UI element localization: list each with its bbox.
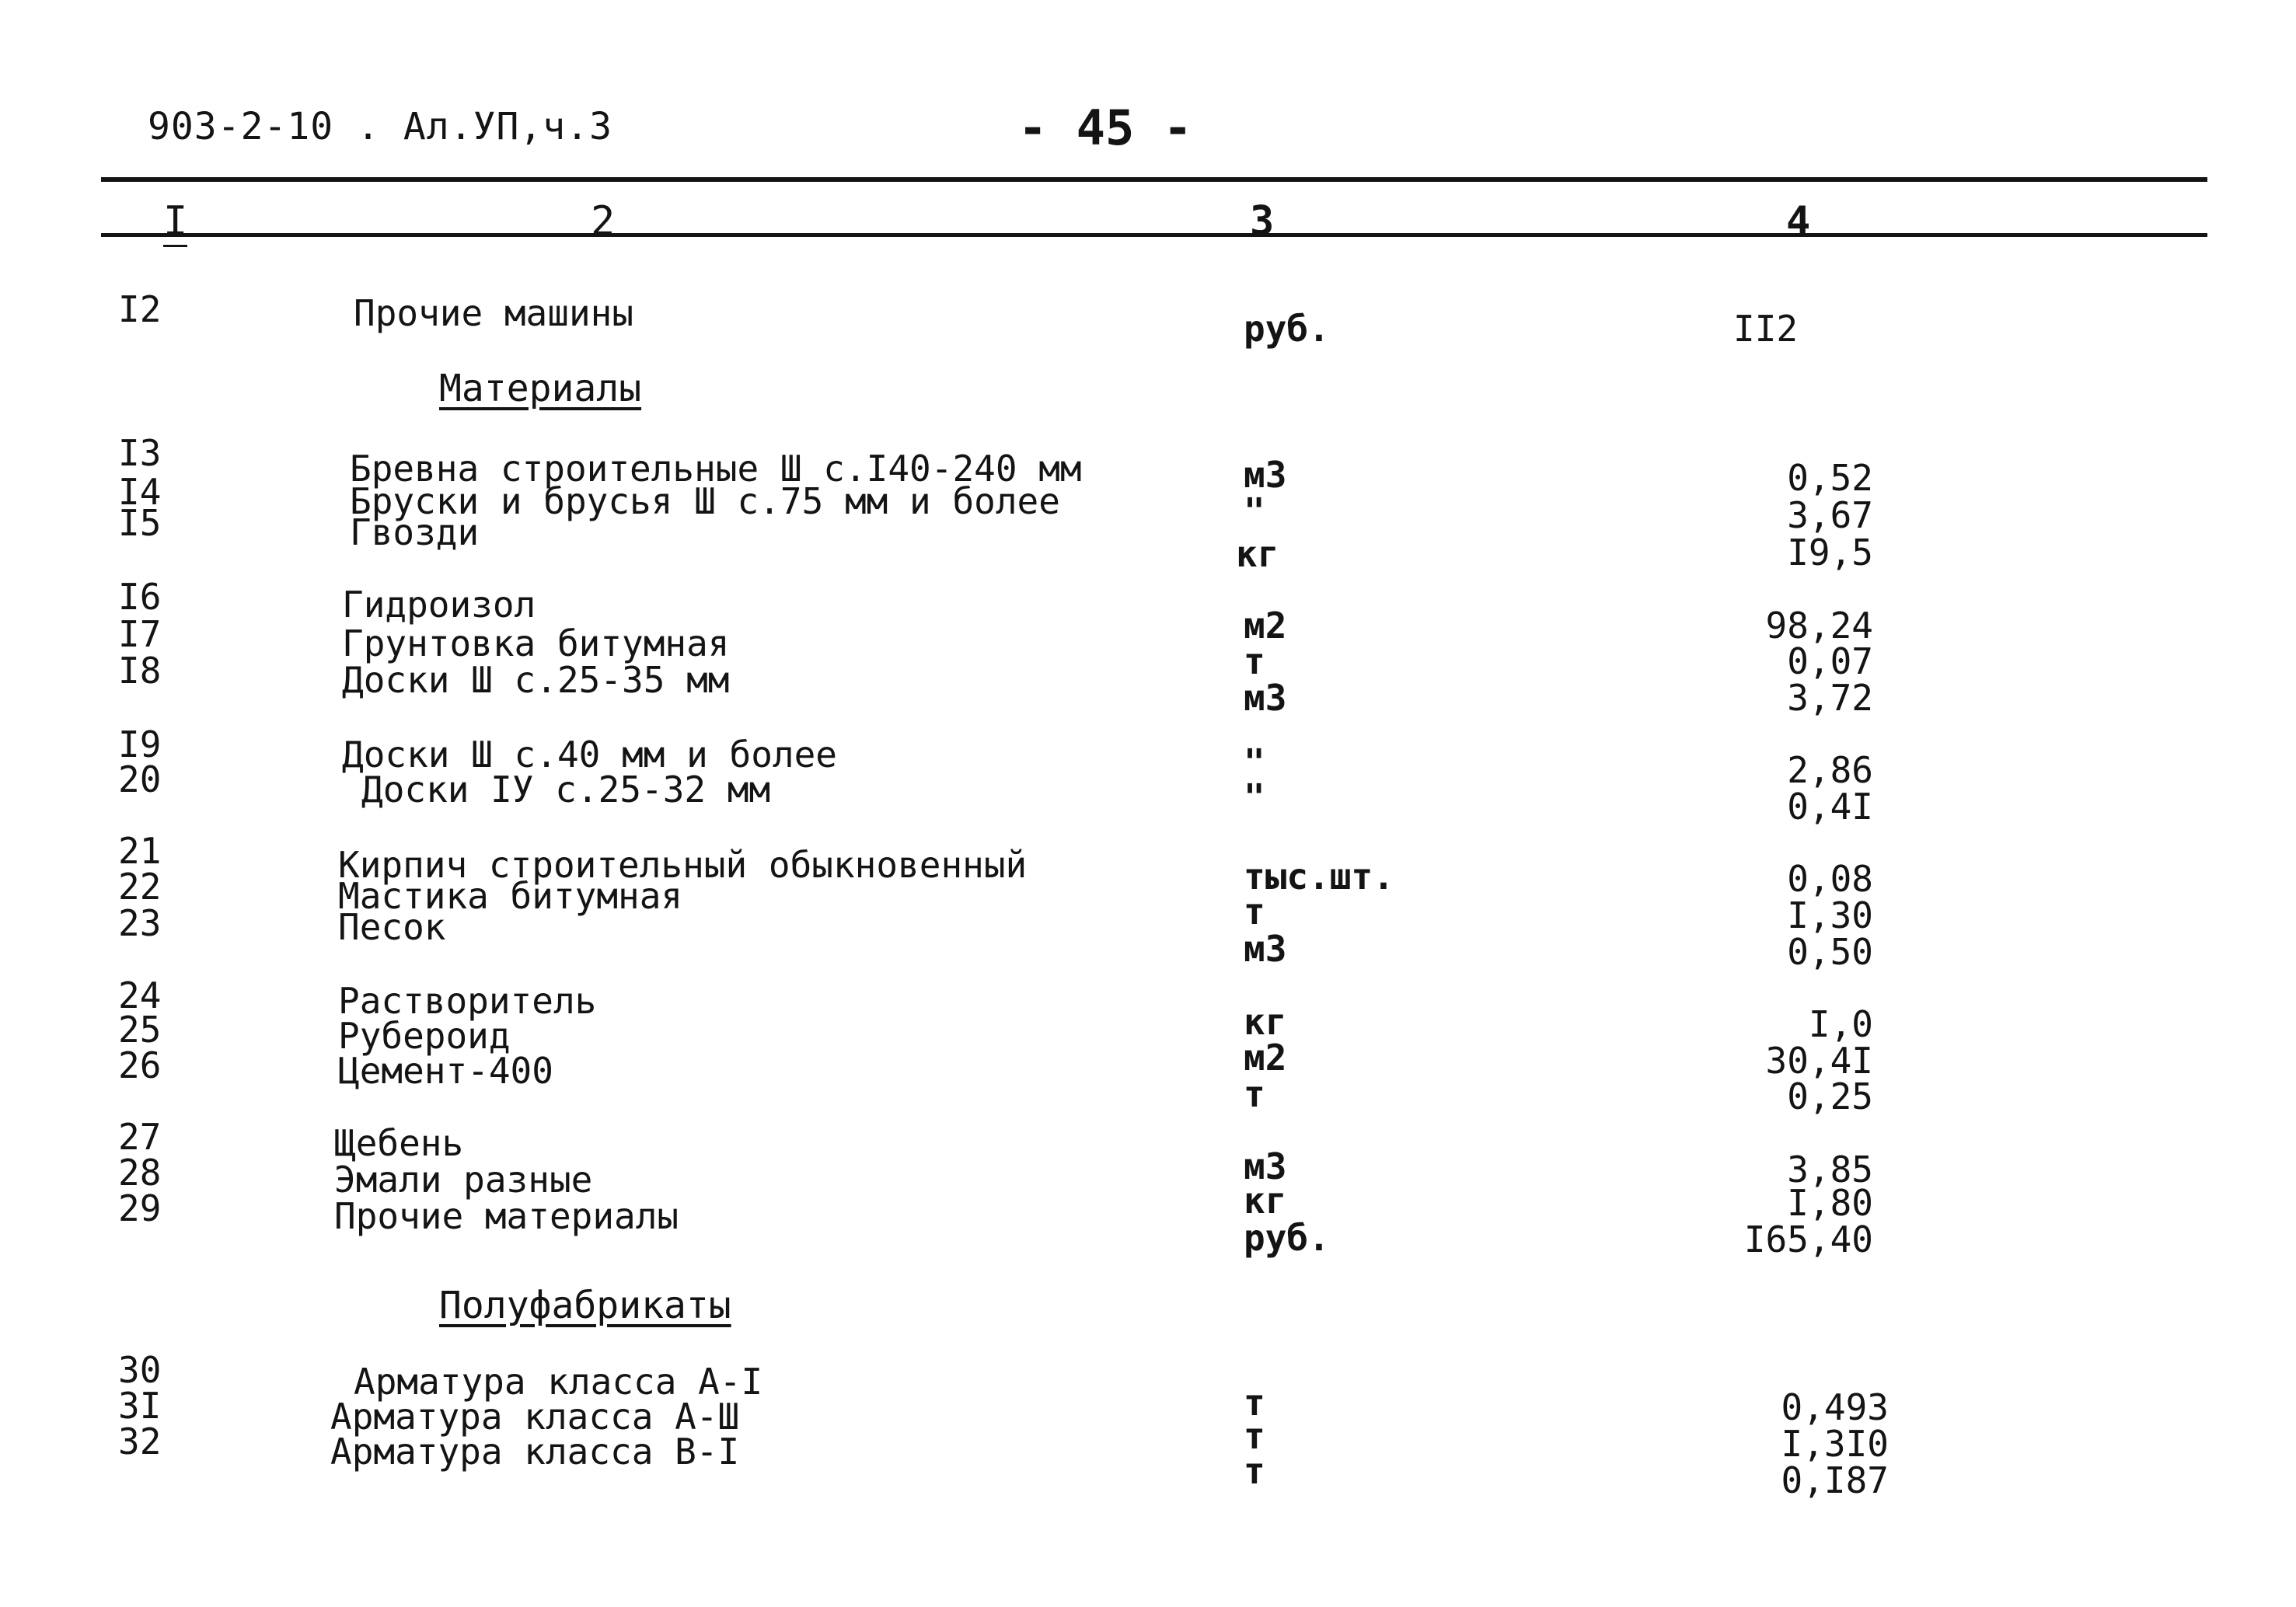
row-number: 29: [118, 1187, 162, 1229]
row-number: I5: [118, 502, 162, 544]
item-name: Арматура класса А-Ш: [330, 1396, 740, 1438]
row-number: 26: [118, 1044, 162, 1086]
row-number: 21: [118, 830, 162, 872]
item-name: Рубероид: [338, 1015, 511, 1057]
item-name: Цемент-400: [338, 1050, 553, 1092]
row-number: 23: [118, 902, 162, 944]
item-unit: руб.: [1244, 308, 1330, 350]
item-unit: руб.: [1244, 1217, 1330, 1259]
item-name: Бревна строительные Ш с.I40-240 мм: [350, 448, 1082, 490]
section-heading-semifinished: Полуфабрикаты: [439, 1284, 731, 1327]
item-name: Гвозди: [350, 511, 480, 553]
row-number: 32: [118, 1421, 162, 1462]
row-number: I7: [118, 613, 162, 655]
row-number: I8: [118, 650, 162, 692]
item-unit: м2: [1244, 1037, 1287, 1079]
item-unit: м2: [1244, 605, 1287, 647]
item-value: I65,40: [1743, 1218, 1873, 1260]
row-number: I2: [118, 288, 162, 330]
row-number: I3: [118, 432, 162, 474]
item-unit: ": [1244, 741, 1265, 783]
row-number: 30: [118, 1349, 162, 1391]
item-name: Мастика битумная: [338, 875, 683, 917]
item-name: Гидроизол: [342, 584, 536, 626]
item-unit: м3: [1244, 928, 1287, 970]
row-number: I4: [118, 471, 162, 513]
item-value: 0,50: [1787, 931, 1873, 973]
row-number: 20: [118, 758, 162, 800]
item-value: 0,08: [1787, 858, 1873, 900]
item-unit: ": [1244, 490, 1265, 532]
item-unit: м3: [1244, 454, 1287, 496]
item-name: Доски Ш с.40 мм и более: [342, 734, 837, 776]
row-number: 3I: [118, 1385, 162, 1427]
item-value: 98,24: [1765, 605, 1873, 647]
item-value: 0,07: [1787, 640, 1873, 682]
column-header-1: I: [163, 198, 187, 247]
item-value: 2,86: [1787, 749, 1873, 791]
item-unit: т: [1244, 891, 1265, 932]
document-code: 903-2-10 . Ал.УП,ч.3: [148, 105, 612, 148]
item-unit: тыс.шт.: [1244, 856, 1394, 898]
page-number: - 45 -: [1018, 99, 1192, 156]
item-name: Кирпич строительный обыкновенный: [338, 844, 1028, 886]
row-number: 28: [118, 1152, 162, 1194]
item-name: Растворитель: [338, 980, 597, 1022]
row-number: I6: [118, 576, 162, 618]
item-value: I,80: [1787, 1182, 1873, 1224]
item-value: 3,85: [1787, 1149, 1873, 1190]
column-header-3: 3: [1250, 198, 1275, 245]
item-name: Грунтовка битумная: [342, 622, 730, 664]
item-value: I9,5: [1787, 532, 1873, 573]
item-unit: ": [1244, 776, 1265, 818]
item-value: 0,I87: [1781, 1459, 1889, 1501]
item-unit: т: [1244, 1073, 1265, 1115]
item-value: I,0: [1808, 1003, 1873, 1045]
item-name: Прочие машины: [354, 292, 634, 334]
item-name: Арматура класса А-I: [354, 1361, 763, 1403]
table-header-rule: [101, 233, 2207, 237]
item-name: Песок: [338, 906, 446, 948]
item-value: 0,25: [1787, 1075, 1873, 1117]
column-header-2: 2: [591, 198, 616, 245]
item-name: Прочие материалы: [334, 1195, 679, 1237]
row-number: I9: [118, 723, 162, 765]
item-name: Доски Ш с.25-35 мм: [342, 659, 730, 701]
item-unit: т: [1244, 640, 1265, 682]
item-unit: т: [1244, 1415, 1265, 1457]
item-unit: т: [1244, 1382, 1265, 1424]
section-heading-materials: Материалы: [439, 367, 642, 410]
item-name: Арматура класса В-I: [330, 1431, 740, 1473]
item-name: Бруски и брусья Ш с.75 мм и более: [350, 480, 1060, 522]
table-top-rule: [101, 177, 2207, 182]
item-unit: кг: [1236, 533, 1279, 575]
item-unit: м3: [1244, 677, 1287, 719]
item-unit: т: [1244, 1450, 1265, 1492]
item-value: I,30: [1787, 894, 1873, 936]
item-unit: кг: [1244, 1001, 1287, 1043]
row-number: 27: [118, 1116, 162, 1158]
item-value: I,3I0: [1781, 1423, 1889, 1465]
row-number: 25: [118, 1009, 162, 1051]
item-name: Эмали разные: [334, 1159, 593, 1201]
row-number: 22: [118, 866, 162, 908]
item-value: 30,4I: [1765, 1040, 1873, 1082]
item-unit: кг: [1244, 1180, 1287, 1222]
item-name: Щебень: [334, 1122, 464, 1164]
item-value: 3,67: [1787, 494, 1873, 536]
item-value: 3,72: [1787, 677, 1873, 719]
item-value: 0,52: [1787, 457, 1873, 499]
item-value: 0,493: [1781, 1386, 1889, 1428]
item-name: Доски IУ с.25-32 мм: [361, 769, 771, 810]
row-number: 24: [118, 974, 162, 1016]
item-unit: м3: [1244, 1145, 1287, 1187]
item-value: II2: [1733, 308, 1799, 350]
item-value: 0,4I: [1787, 786, 1873, 828]
column-header-4: 4: [1786, 198, 1811, 245]
